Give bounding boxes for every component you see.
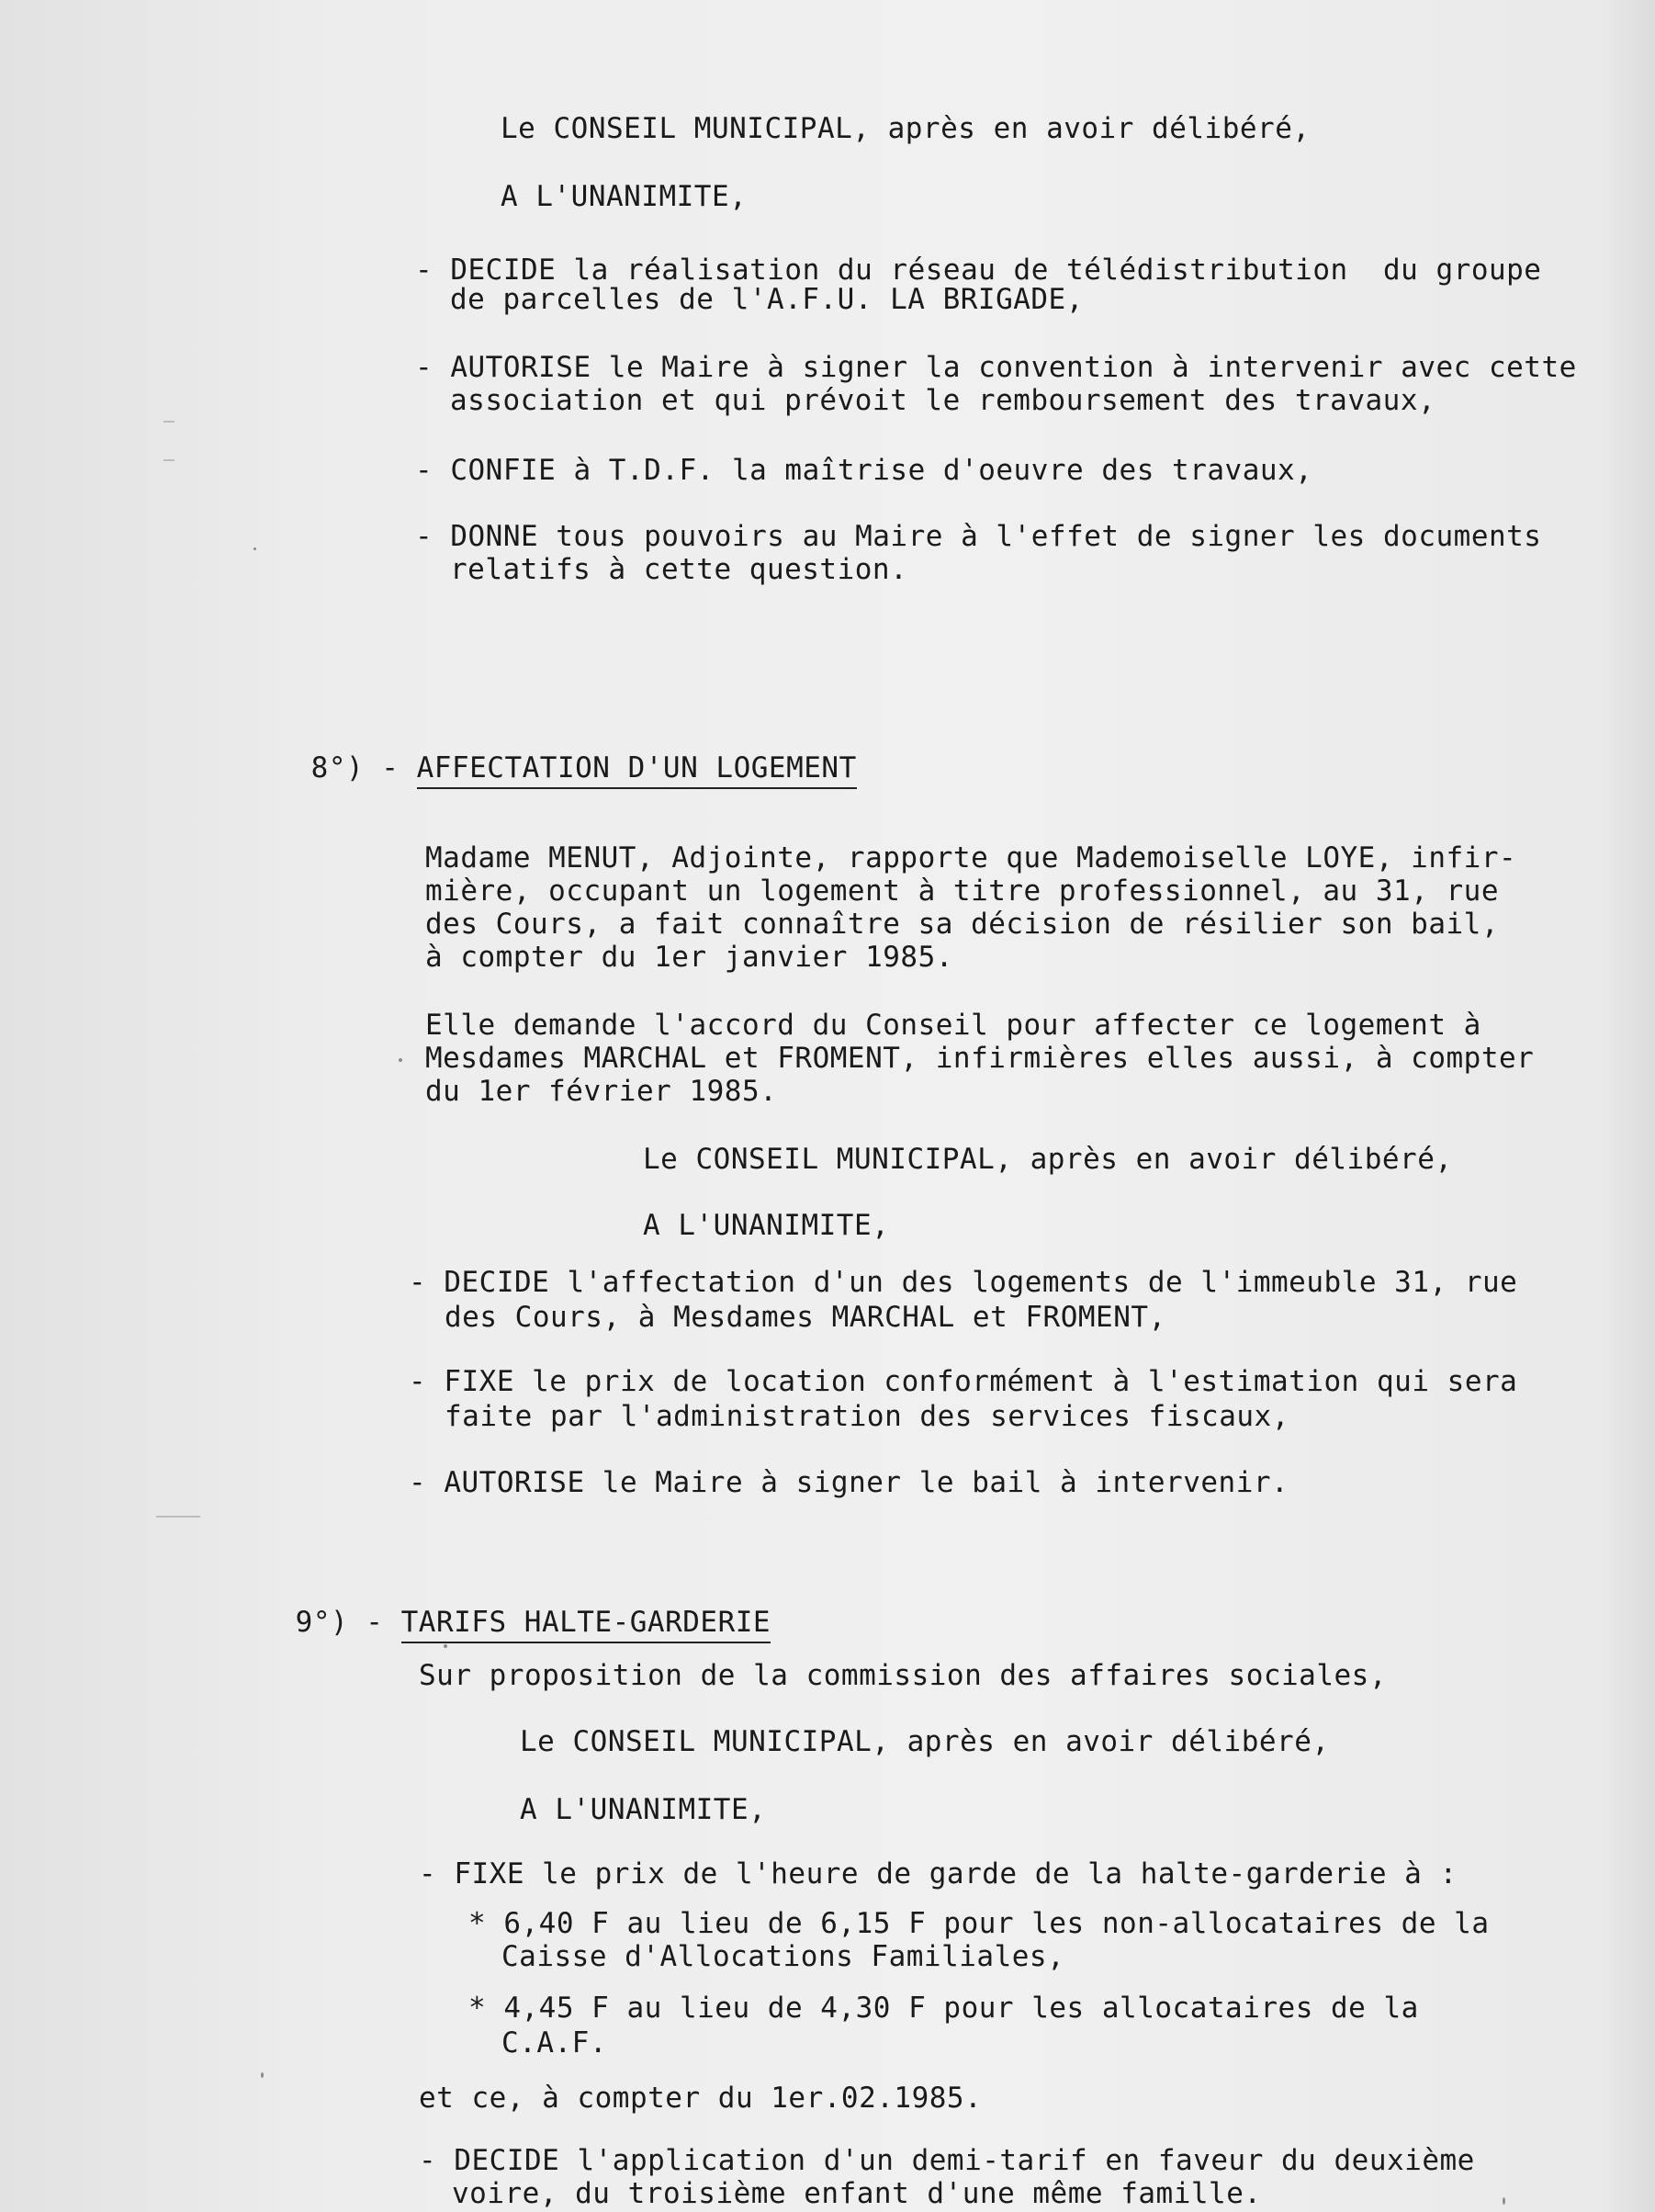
scan-mark [156, 1516, 200, 1518]
conseil-line: Le CONSEIL MUNICIPAL, après en avoir délibéré, [501, 112, 1311, 145]
tarif-1-line-1: * 6,40 F au lieu de 6,15 F pour les non-allocataires de la [468, 1907, 1490, 1940]
item-bail-line: - AUTORISE le Maire à signer le bail à intervenir. [409, 1466, 1289, 1499]
section-8-heading [241, 718, 857, 818]
item-autorise-line-1: - AUTORISE le Maire à signer la convention à intervenir avec cette [415, 351, 1577, 384]
item-affectation-line-2: des Cours, à Mesdames MARCHAL et FROMENT, [445, 1301, 1166, 1334]
tarif-2-line-1: * 4,45 F au lieu de 4,30 F pour les allocataires de la [468, 1992, 1419, 2025]
item-autorise-line-2: association et qui prévoit le remboursement des travaux, [450, 384, 1436, 417]
scan-speck [1503, 2197, 1505, 2205]
para2-line-1: Elle demande l'accord du Conseil pour affecter ce logement à [425, 1009, 1481, 1042]
scan-speck [444, 1644, 447, 1648]
scan-speck [399, 1058, 402, 1062]
item-fixe-line-2: faite par l'administration des services fiscaux, [445, 1400, 1289, 1433]
fixe-tarif-line: - FIXE le prix de l'heure de garde de la halte-garderie à : [419, 1857, 1458, 1890]
unanimite-line-8: A L'UNANIMITE, [643, 1209, 890, 1242]
unanimite-line: A L'UNANIMITE, [501, 180, 748, 213]
date-line: et ce, à compter du 1er.02.1985. [419, 2082, 983, 2115]
scan-speck [253, 547, 256, 550]
tarif-1-line-2: Caisse d'Allocations Familiales, [501, 1940, 1065, 1973]
scan-mark [163, 421, 175, 423]
section-9-number: 9°) - [295, 1606, 401, 1639]
scan-speck [261, 2072, 264, 2078]
item-affectation-line-1: - DECIDE l'affectation d'un des logements de l'immeuble 31, rue [409, 1266, 1518, 1299]
intro-line: Sur proposition de la commission des affaires sociales, [419, 1659, 1387, 1692]
page-edge-shadow [1600, 0, 1655, 2212]
item-decide-line-1: - DECIDE la réalisation du réseau de télédistribution du groupe [415, 254, 1542, 287]
section-8-number: 8°) - [310, 751, 417, 784]
scan-mark [163, 459, 175, 461]
item-confie-line: - CONFIE à T.D.F. la maîtrise d'oeuvre des travaux, [415, 454, 1313, 487]
para2-line-3: du 1er février 1985. [425, 1075, 778, 1108]
tarif-2-line-2: C.A.F. [501, 2026, 607, 2060]
conseil-line-8: Le CONSEIL MUNICIPAL, après en avoir délibéré, [643, 1143, 1453, 1176]
decide-demi-tarif-line-2: voire, du troisième enfant d'une même famille. [452, 2177, 1262, 2210]
section-9-heading [225, 1573, 771, 1672]
decide-demi-tarif-line-1: - DECIDE l'application d'un demi-tarif en faveur du deuxième [419, 2144, 1475, 2177]
item-decide-line-2: de parcelles de l'A.F.U. LA BRIGADE, [450, 283, 1084, 316]
item-donne-line-2: relatifs à cette question. [450, 553, 908, 586]
para1-line-1: Madame MENUT, Adjointe, rapporte que Mademoiselle LOYE, infir- [425, 841, 1517, 875]
section-9-title: TARIFS HALTE-GARDERIE [401, 1606, 771, 1643]
para1-line-4: à compter du 1er janvier 1985. [425, 941, 953, 974]
unanimite-line-9: A L'UNANIMITE, [520, 1793, 767, 1826]
conseil-line-9: Le CONSEIL MUNICIPAL, après en avoir délibéré, [520, 1725, 1330, 1758]
para2-line-2: Mesdames MARCHAL et FROMENT, infirmières elles aussi, à compter [425, 1042, 1535, 1075]
item-fixe-line-1: - FIXE le prix de location conformément à l'estimation qui sera [409, 1365, 1518, 1398]
item-donne-line-1: - DONNE tous pouvoirs au Maire à l'effet de signer les documents [415, 520, 1542, 553]
section-8-title: AFFECTATION D'UN LOGEMENT [417, 751, 857, 789]
para1-line-2: mière, occupant un logement à titre professionnel, au 31, rue [425, 875, 1499, 908]
para1-line-3: des Cours, a fait connaître sa décision de résilier son bail, [425, 908, 1499, 941]
